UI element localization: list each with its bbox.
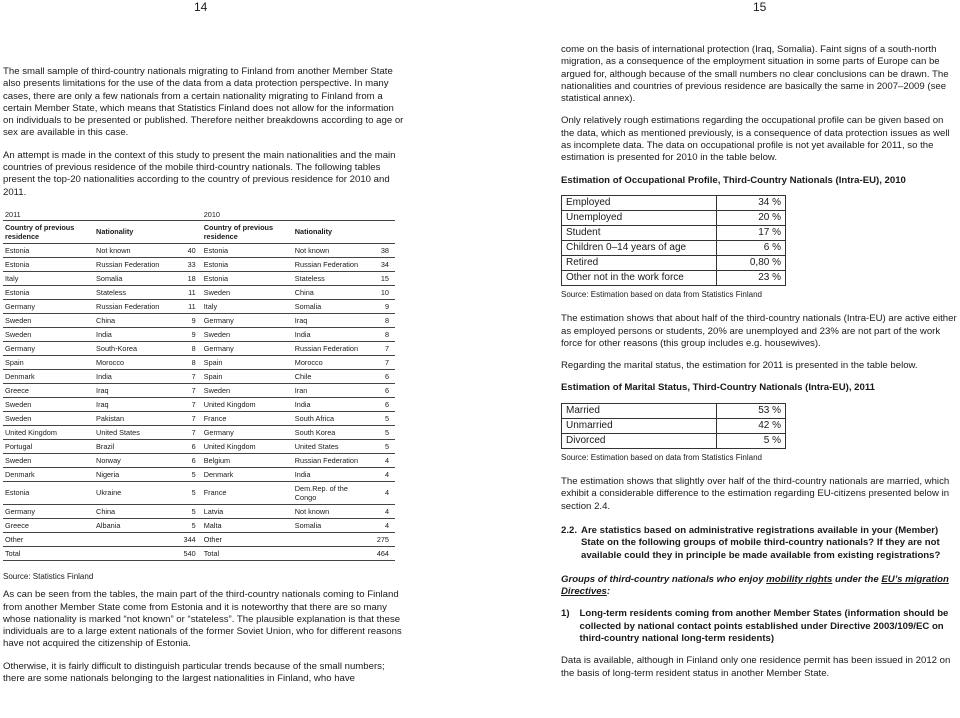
table-cell: 4 [368,504,395,518]
row-value: 6 % [717,240,786,255]
table-row [3,532,395,546]
table-cell: 6 [174,439,201,453]
table-cell: 8 [368,327,395,341]
table-row [3,355,395,369]
table-cell: 15 [368,271,395,285]
table-cell: 9 [174,313,201,327]
table-cell: South Korea [293,425,368,439]
table-cell: Not known [94,243,174,257]
table-cell: Morocco [94,355,174,369]
row-value: 17 % [717,225,786,240]
year-label: 2011 [5,209,21,219]
table-cell: Spain [202,369,293,383]
table-row [3,327,395,341]
table-cell: United Kingdom [202,397,293,411]
table-cell: Greece [3,383,94,397]
table-row [3,383,395,397]
table-cell: United Kingdom [202,439,293,453]
row-value: 42 % [717,418,786,433]
table-row [562,225,786,240]
table-cell: Belgium [202,453,293,467]
occupation-table [561,195,786,286]
table-cell: 4 [368,481,395,504]
table-cell: Sweden [3,397,94,411]
table-cell: Denmark [3,369,94,383]
marital-table [561,403,786,449]
marital-table-title: Estimation of Marital Status, Third-Country Nationals (Intra-EU), 2011 [561,382,875,394]
row-label: Divorced [562,433,717,448]
paragraph: Otherwise, it is fairly difficult to distinguish particular trends because of the small numbers; there are some nationals belonging to the largest nationalities in Finland, who have [3,660,385,685]
table-cell: Germany [202,425,293,439]
table-cell: United Kingdom [3,425,94,439]
table-cell: Other [202,532,293,546]
table-cell: Germany [3,504,94,518]
table-cell: Sweden [202,285,293,299]
row-label: Retired [562,255,717,270]
table-cell: Albania [94,518,174,532]
table-row [3,285,395,299]
table-cell: 8 [174,341,201,355]
table-cell: Sweden [202,327,293,341]
table-cell: 11 [174,299,201,313]
table-row [3,341,395,355]
table-cell: 4 [368,467,395,481]
table-row [3,504,395,518]
table-cell: 6 [174,453,201,467]
table-cell: 5 [368,411,395,425]
left-column [3,66,405,695]
groups-text: under the [832,573,882,585]
page-number-left: 14 [194,0,208,14]
row-value: 20 % [717,210,786,225]
table-cell: Iraq [293,313,368,327]
table-cell: Russian Federation [293,341,368,355]
table-cell: Iraq [94,397,174,411]
table-header-row [3,220,395,243]
table-cell: India [94,369,174,383]
table-cell: Germany [202,341,293,355]
table-cell: India [94,327,174,341]
list-item-text: Long-term residents coming from another Member States (information should be collected by national contact points established under Directive 2003/109/EC on third-country national long-term residents) [579,608,949,645]
table-cell: 9 [368,299,395,313]
table-cell: Estonia [3,285,94,299]
table-cell: 7 [368,355,395,369]
paragraph: An attempt is made in the context of this study to present the main nationalities and the main countries of previous residence of the mobile third-country nationals. The following tables present the top-20 nationalities according to the country of previous residence for 2010 and 2011. [3,149,396,198]
question-number: 2.2. [561,524,578,536]
table-row [562,240,786,255]
table-cell: Total [3,546,94,560]
column-header: Nationality [94,220,174,243]
table-cell: Italy [3,271,94,285]
table-row [3,453,395,467]
table-cell: 7 [174,383,201,397]
table-cell: Estonia [202,257,293,271]
table-cell: 6 [368,383,395,397]
table-row [562,195,786,210]
table-cell: China [94,313,174,327]
paragraph: The estimation shows that slightly over half of the third-country nationals are married, which exhibit a considerable difference to the estimation regarding EU-citizens presented below in section 2.4. [561,476,950,512]
occupation-source: Source: Estimation based on data from Statistics Finland [561,289,762,299]
table-cell [94,546,174,560]
table-cell: Stateless [94,285,174,299]
table-cell: Greece [3,518,94,532]
table-cell: South Africa [293,411,368,425]
paragraph: The small sample of third-country nationals migrating to Finland from another Member State also presents limitations for the use of the data from a data protection perspective. In many cases, there are only a few nationals from a certain nationality migrating to Finland from a certain Member State, which means that Statistics Finland does not allow for the information on individuals to be presented or published. Therefore neither breakdowns according to age or sex are available in this case. [3,66,404,139]
row-label: Unmarried [562,418,717,433]
table-cell: India [293,397,368,411]
table-cell: Somalia [293,518,368,532]
table-row [3,467,395,481]
table-cell: France [202,481,293,504]
table-cell: Russian Federation [94,257,174,271]
table-row [562,270,786,285]
table-cell: 8 [174,355,201,369]
table-cell: Russian Federation [293,453,368,467]
paragraph: As can be seen from the tables, the main part of the third-country nationals coming to Finland from another Member State come from Estonia and it is noteworthy that there are so many whose nationality is marked “not known” or “stateless”. The plausible explanation is that these individuals are to a large extent nationals of the former Soviet Union, who for different reasons have not acquired the citizenship of Estonia. [3,589,402,650]
table-cell: 7 [174,425,201,439]
table-cell: Estonia [3,257,94,271]
list-item-number: 1) [561,608,570,620]
table-cell: Sweden [3,411,94,425]
table-cell: 38 [368,243,395,257]
table-cell: 10 [368,285,395,299]
table-cell: 6 [368,397,395,411]
table-cell: Portugal [3,439,94,453]
table-cell: India [293,467,368,481]
paragraph: Only relatively rough estimations regarding the occupational profile can be given based on the data, which as mentioned previously, is a consequence of data protection issues as well as incomplete data. The data on occupational profile is not yet available for 2011, so the estimation is presented for 2010 in the table below. [561,115,950,164]
table-row [3,369,395,383]
table-cell: Germany [3,299,94,313]
column-header [174,220,201,243]
row-label: Employed [562,195,717,210]
right-column [561,44,957,690]
table-cell: 7 [174,411,201,425]
table-row [3,257,395,271]
groups-text-underlined: EU’s migration Directives [561,573,949,598]
table-row [3,518,395,532]
table-cell: 34 [368,257,395,271]
row-label: Married [562,403,717,418]
table-row [3,271,395,285]
table-cell: Somalia [94,271,174,285]
groups-text: : [606,586,611,598]
table-row [3,411,395,425]
table-cell: Germany [3,341,94,355]
table-cell: Latvia [202,504,293,518]
row-value: 23 % [717,270,786,285]
paragraph: The estimation shows that about half of the third-country nationals (Intra-EU) are active either as employed persons or students, 20% are unemployed and 23% are not part of the work force for other reasons (this group includes e.g. housewives). [561,313,957,349]
table-cell: France [202,411,293,425]
table-cell: Dem.Rep. of the Congo [293,481,368,504]
row-label: Unemployed [562,210,717,225]
table-cell: 33 [174,257,201,271]
table-row [3,439,395,453]
row-value: 0,80 % [717,255,786,270]
table-row [562,403,786,418]
question-text: Are statistics based on administrative registrations available in your (Member) State on the following groups of mobile third-country nationals? If they are not available could they in principle be made available from existing registrations? [581,524,941,561]
table-cell: Not known [293,243,368,257]
table-cell: Malta [202,518,293,532]
table-cell: Norway [94,453,174,467]
table-cell: 275 [368,532,395,546]
table-cell: Sweden [3,327,94,341]
occupation-table-title: Estimation of Occupational Profile, Third-Country Nationals (Intra-EU), 2010 [561,174,906,186]
row-value: 53 % [717,403,786,418]
groups-text-underlined: mobility rights [766,573,833,585]
table-cell: Estonia [3,243,94,257]
table-cell: Other [3,532,94,546]
table-cell: Total [202,546,293,560]
question-heading [561,525,957,562]
row-value: 5 % [717,433,786,448]
table-cell: Sweden [202,383,293,397]
paragraph: Data is available, although in Finland only one residence permit has been issued in 2012 on the basis of long-term resident status in another Member State. [561,655,951,679]
row-label: Student [562,225,717,240]
table-row [562,255,786,270]
table-cell: Brazil [94,439,174,453]
table-row [3,397,395,411]
table-cell: Sweden [3,453,94,467]
table-cell [94,532,174,546]
paragraph: come on the basis of international protection (Iraq, Somalia). Faint signs of a south-north migration, as a consequence of the employment situation in some parts of Europe can be argued for, although because of the small numbers no clear conclusions can be drawn. The nationalities and countries of previous residence are basically the same in 2007–2009 (see statistical annex). [561,44,949,105]
table-cell: Nigeria [94,467,174,481]
marital-source: Source: Estimation based on data from Statistics Finland [561,452,762,462]
table-cell: South-Korea [94,341,174,355]
table-cell [293,546,368,560]
table-cell: 6 [368,369,395,383]
table-cell: 464 [368,546,395,560]
table-cell: United States [293,439,368,453]
table-cell: Sweden [3,313,94,327]
table-cell: Russian Federation [94,299,174,313]
table-cell: Ukraine [94,481,174,504]
table-cell: Iraq [94,383,174,397]
table-cell: China [293,285,368,299]
table-cell [293,532,368,546]
table-cell: Italy [202,299,293,313]
table-cell: 540 [174,546,201,560]
table-cell: Not known [293,504,368,518]
table-cell: India [293,327,368,341]
table-cell: 40 [174,243,201,257]
table-row [3,313,395,327]
table-row [562,433,786,448]
column-header: Nationality [293,220,368,243]
table-cell: 7 [174,397,201,411]
year-label: 2010 [203,209,220,219]
table-cell: Morocco [293,355,368,369]
table-cell: Spain [202,355,293,369]
table-cell: 5 [368,439,395,453]
table-cell: Estonia [202,243,293,257]
table-cell: Pakistan [94,411,174,425]
table-cell: Denmark [202,467,293,481]
table-cell: Estonia [202,271,293,285]
table-row [3,425,395,439]
table-row [562,418,786,433]
row-value: 34 % [717,195,786,210]
table-cell: 4 [368,518,395,532]
table-source: Source: Statistics Finland [3,571,94,581]
column-header: Country of previous residence [3,220,94,243]
table-row [3,481,395,504]
table-cell: 9 [174,327,201,341]
nationalities-table [3,209,395,561]
list-item [561,608,957,645]
table-cell: Estonia [3,481,94,504]
page-number-right: 15 [753,0,767,14]
table-cell: 5 [174,518,201,532]
table-cell: 4 [368,453,395,467]
table-cell: 8 [368,313,395,327]
groups-heading [561,574,957,599]
table-cell: 7 [368,341,395,355]
table-cell: Russian Federation [293,257,368,271]
table-row [3,546,395,560]
table-cell: Chile [293,369,368,383]
table-cell: 5 [174,467,201,481]
table-row [562,210,786,225]
table-cell: 5 [368,425,395,439]
table-cell: United States [94,425,174,439]
groups-text: Groups of third-country nationals who enjoy [561,573,767,585]
row-label: Other not in the work force [562,270,717,285]
table-cell: Spain [3,355,94,369]
table-cell: Denmark [3,467,94,481]
table-cell: Iran [293,383,368,397]
table-cell: 344 [174,532,201,546]
table-cell: 5 [174,481,201,504]
table-cell: 7 [174,369,201,383]
table-year-row [3,209,395,221]
paragraph: Regarding the marital status, the estimation for 2011 is presented in the table below. [561,360,918,372]
table-cell: 5 [174,504,201,518]
row-label: Children 0–14 years of age [562,240,717,255]
table-cell: Somalia [293,299,368,313]
table-cell: Stateless [293,271,368,285]
table-cell: 11 [174,285,201,299]
table-cell: China [94,504,174,518]
column-header [368,220,395,243]
table-cell: Germany [202,313,293,327]
table-row [3,299,395,313]
table-row [3,243,395,257]
table-cell: 18 [174,271,201,285]
column-header: Country of previous residence [202,220,293,243]
